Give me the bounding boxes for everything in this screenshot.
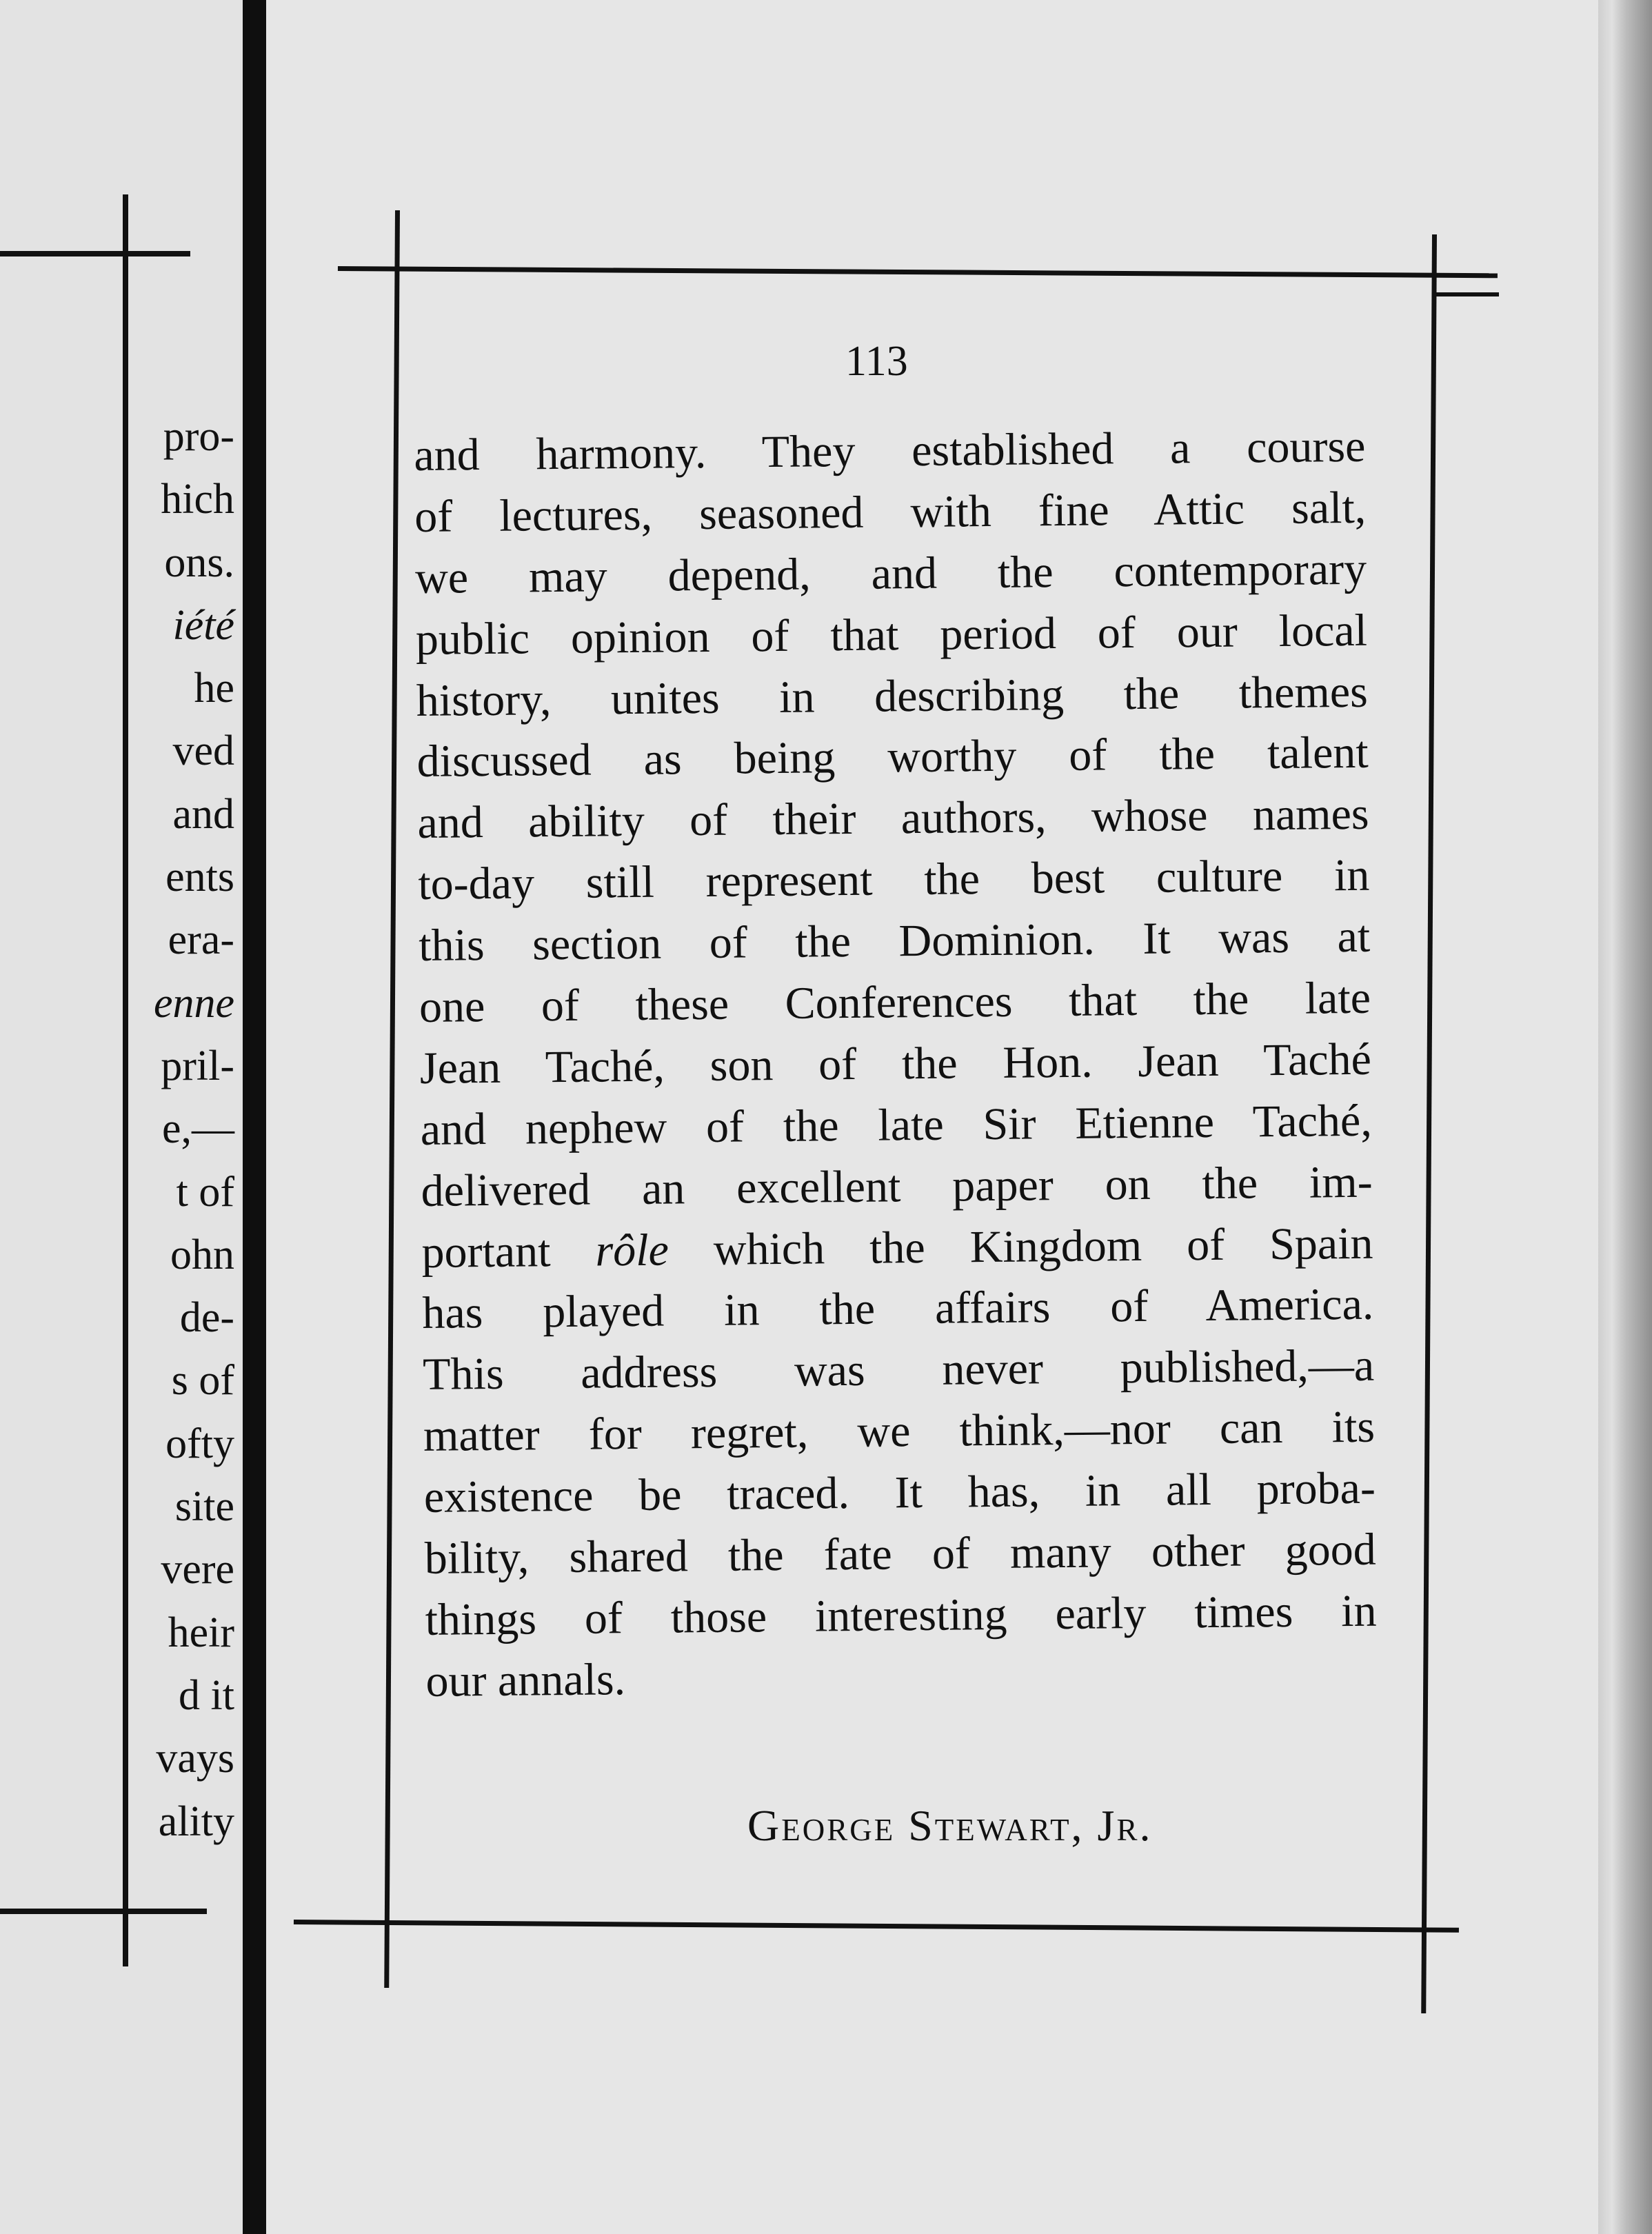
text-line: Jean Taché, son of the Hon. Jean Taché [419,1034,1372,1094]
text-line: bility, shared the fate of many other good [424,1524,1377,1584]
border-top-rule-tail [1434,292,1499,296]
text-line: history, unites in describing the themes [416,666,1369,726]
left-line: and [172,790,234,838]
left-line: e,— [161,1105,234,1153]
left-line: era- [168,916,234,964]
author-signature: George Stewart, Jr. [747,1801,1153,1850]
text-line: we may depend, and the contemporary [414,543,1367,603]
left-line: t of [176,1168,234,1216]
text-line: our annals. [425,1653,626,1707]
text-line: and harmony. They established a course [414,421,1366,481]
text-line: and nephew of the late Sir Etienne Taché, [420,1095,1373,1155]
left-line: ofty [165,1420,234,1467]
text-line: to-day still represent the best culture in [418,849,1370,910]
left-page-text [0,405,234,1853]
left-line: ents [165,854,234,901]
text-line: things of those interesting early times in [425,1585,1377,1645]
left-line: hich [161,476,234,523]
text-run: portant [421,1225,596,1278]
left-line: ons. [164,539,234,586]
left-line: vays [156,1735,234,1782]
text-line: of lectures, seasoned with fine Attic salt, [414,482,1367,542]
left-line: pril- [161,1042,234,1089]
italic-word: rôle [595,1225,669,1276]
text-line: This address was never published,—a [422,1340,1375,1400]
book-gutter [243,0,266,2234]
left-facing-page [0,0,243,2234]
text-line: has played in the affairs of America. [422,1279,1374,1339]
left-line: site [174,1483,234,1531]
left-line: ohn [170,1231,234,1278]
left-line: ality [158,1798,234,1845]
page-edge [1598,0,1652,2234]
text-line: one of these Conferences that the late [419,972,1371,1032]
left-line: he [194,665,234,712]
text-run: which the Kingdom of Spain [668,1218,1373,1276]
left-line: ved [172,727,234,775]
text-line: matter for regret, we think,—nor can its [423,1401,1376,1462]
text-line: discussed as being worthy of the talent [416,727,1369,787]
left-border-top-rule [0,251,190,256]
left-border-bottom-rule [0,1909,207,1914]
body-text [414,416,1378,1713]
text-line [421,1213,1373,1283]
left-line: d it [179,1671,234,1719]
left-line: pro- [163,413,234,460]
left-line: de- [179,1294,234,1342]
text-line: delivered an excellent paper on the im- [421,1156,1373,1216]
left-line: enne [153,979,234,1027]
text-line: existence be traced. It has, in all proba- [423,1462,1376,1523]
left-line: heir [168,1609,234,1656]
left-line: s of [171,1357,234,1405]
text-line: this section of the Dominion. It was at [418,911,1371,972]
text-line: and ability of their authors, whose names [417,789,1369,849]
left-line: vere [161,1546,234,1593]
text-line: public opinion of that period of our local [415,605,1368,665]
left-border-right-rule [123,194,128,1966]
left-line: iété [172,601,234,649]
page-number: 113 [845,338,908,385]
